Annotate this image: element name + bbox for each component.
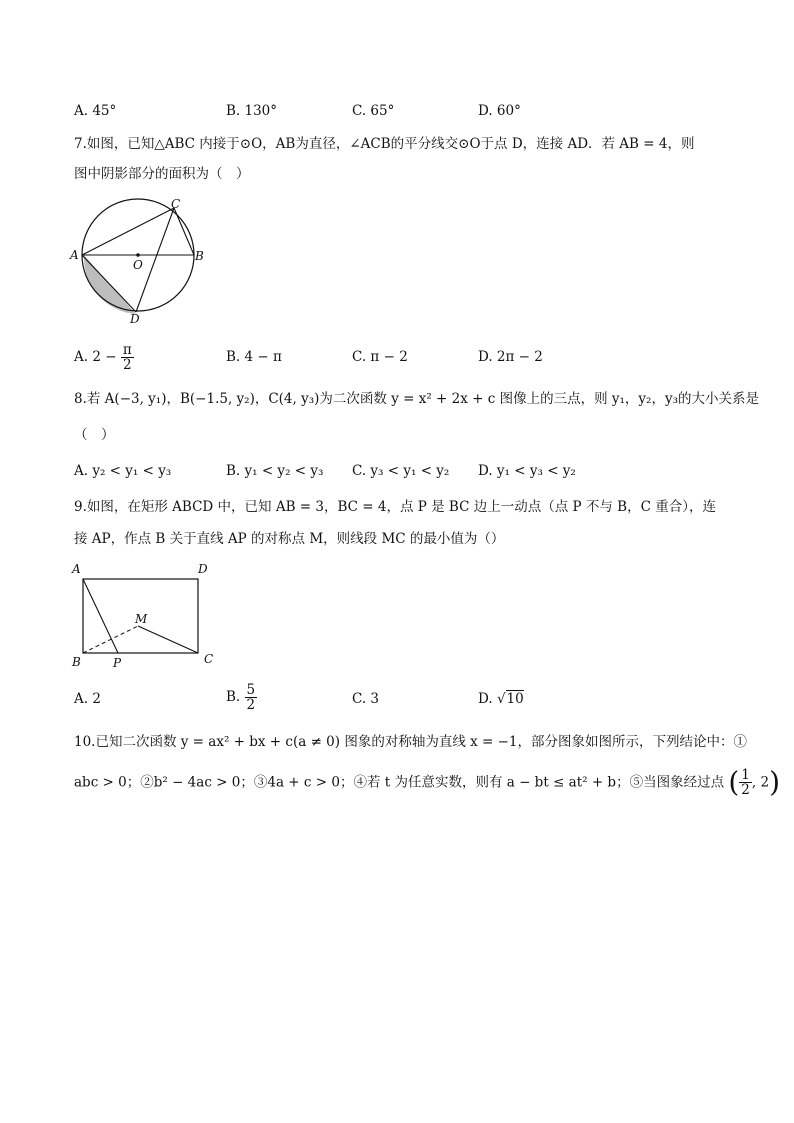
q9-option-b-prefix: B. — [226, 689, 241, 705]
q10-stem-line2-text: abc > 0；②b² − 4ac > 0；③4a + c > 0；④若 t 为任意实数，则有 a − bt ≤ at² + b；⑤当图象经过点 — [74, 774, 725, 791]
q7-option-b[interactable]: B. 4 − π — [226, 349, 282, 365]
q6-option-d[interactable]: D. 60° — [478, 103, 521, 119]
q9-option-b-fraction — [245, 683, 258, 712]
q7-label-b: B — [195, 249, 204, 263]
sqrt-icon: √ — [496, 691, 506, 707]
q7-segment-ac — [82, 208, 174, 255]
q9-dashed-bm — [83, 626, 138, 653]
q9-options — [74, 681, 714, 719]
q6-option-c[interactable]: C. 65° — [352, 103, 395, 119]
q10-point-numerator: 1 — [741, 767, 750, 783]
q9-option-d-prefix: D. — [478, 691, 493, 707]
q6-option-a[interactable]: A. 45° — [74, 103, 117, 119]
q7-option-a-denominator: 2 — [122, 357, 132, 373]
q10-stem-line1: 10.已知二次函数 y = ax² + bx + c(a ≠ 0) 图象的对称轴为直线 x = −1，部分图象如图所示，下列结论中：① — [74, 734, 748, 750]
q9-stem-line1: 9.如图，在矩形 ABCD 中，已知 AB = 3，BC = 4，点 P 是 BC 边上一动点（点 P 不与 B，C 重合），连 — [74, 499, 716, 515]
q8-option-c[interactable]: C. y₃ < y₁ < y₂ — [352, 463, 450, 479]
q8-option-d[interactable]: D. y₁ < y₃ < y₂ — [478, 463, 576, 479]
q9-option-d[interactable] — [478, 691, 524, 707]
q7-option-a-prefix: A. 2 − — [74, 349, 117, 365]
q9-segment-mc — [138, 626, 198, 653]
q7-option-a-fraction — [121, 343, 134, 372]
q9-option-b[interactable] — [226, 683, 257, 712]
q9-stem-line2: 接 AP，作点 B 关于直线 AP 的对称点 M，则线段 MC 的最小值为（） — [74, 531, 505, 547]
q7-label-a: A — [70, 248, 79, 262]
q9-option-b-numerator: 5 — [246, 682, 256, 698]
q9-option-c[interactable]: C. 3 — [352, 691, 380, 707]
q8-options — [74, 463, 714, 485]
q9-label-a: A — [72, 562, 81, 576]
q6-options — [74, 103, 714, 125]
q10-point-tail: , 2 — [751, 774, 770, 791]
q9-label-m: M — [135, 612, 148, 626]
q10-right-paren: ) — [769, 765, 780, 799]
q7-label-d: D — [130, 312, 140, 326]
q7-option-c[interactable]: C. π − 2 — [352, 349, 408, 365]
q9-segment-ap — [83, 579, 118, 653]
q8-stem-line2: （ ） — [74, 427, 115, 443]
q9-label-b: B — [72, 655, 81, 669]
q7-label-o: O — [133, 258, 143, 272]
q10-point-fraction — [739, 768, 752, 797]
q7-options — [74, 341, 714, 375]
q10-point-denominator: 2 — [741, 782, 750, 798]
q9-option-b-denominator: 2 — [246, 697, 256, 713]
q9-label-c: C — [204, 652, 214, 666]
q7-center-dot — [136, 253, 140, 257]
q9-rectangle-figure — [66, 558, 226, 673]
q7-stem-line1: 7.如图，已知△ABC 内接于⊙O，AB为直径，∠ACB的平分线交⊙O于点 D，连接 AD．若 AB = 4，则 — [74, 136, 695, 152]
q7-option-a-numerator: π — [122, 342, 132, 358]
q9-label-p: P — [113, 656, 122, 670]
q10-left-paren: ( — [728, 765, 740, 799]
q7-stem-line2: 图中阴影部分的面积为（ ） — [74, 166, 250, 182]
q8-option-a[interactable]: A. y₂ < y₁ < y₃ — [74, 463, 172, 479]
q9-option-d-radicand: 10 — [506, 691, 524, 707]
q7-option-d[interactable]: D. 2π − 2 — [478, 349, 543, 365]
q9-label-d: D — [198, 562, 208, 576]
q10-stem-line2 — [74, 765, 780, 802]
q8-option-b[interactable]: B. y₁ < y₂ < y₃ — [226, 463, 324, 479]
q6-option-b[interactable]: B. 130° — [226, 103, 278, 119]
q9-option-a[interactable]: A. 2 — [74, 691, 101, 707]
q7-segment-cb — [174, 208, 194, 255]
q7-option-a[interactable] — [74, 343, 134, 372]
q7-label-c: C — [171, 197, 181, 211]
q7-circle-figure — [66, 196, 216, 326]
q8-stem-line1: 8.若 A(−3, y₁)，B(−1.5, y₂)，C(4, y₃)为二次函数 y = x² + 2x + c 图像上的三点，则 y₁，y₂，y₃的大小关系是 — [74, 391, 759, 407]
